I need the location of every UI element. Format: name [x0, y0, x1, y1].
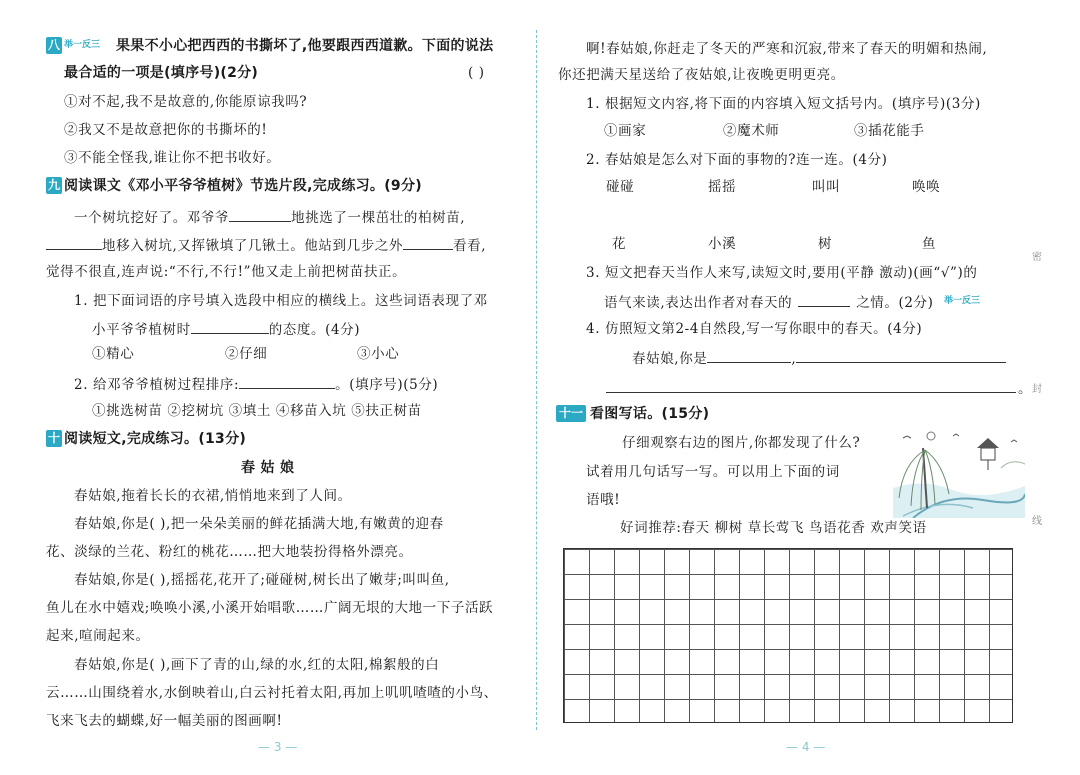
question-8-option-2: ②我又不是故意把你的书撕坏的!: [64, 122, 268, 138]
passage-line-2-b: 看看,: [453, 238, 487, 254]
blank-1[interactable]: [229, 207, 291, 222]
sub-1-option-2: ②魔术师: [723, 123, 780, 139]
match-bottom-3[interactable]: 树: [818, 236, 833, 252]
article-title: 春 姑 娘: [241, 460, 295, 476]
article-line-5: 鱼儿在水中嬉戏;唤唤小溪,小溪开始唱歌……广阔无垠的大地一下子活跃: [46, 600, 494, 616]
question-9-sub-2-b: 。(填序号)(5分): [335, 377, 439, 393]
question-8-title-line2: 最合适的一项是(填序号)(2分): [64, 65, 259, 81]
blank-order[interactable]: [239, 374, 335, 389]
question-11-title: 看图写话。(15分): [590, 406, 710, 422]
article-line-9: 飞来飞去的蝴蝶,好一幅美丽的图画啊!: [46, 713, 283, 729]
blank-2[interactable]: [46, 235, 102, 250]
question-9-sub-1-b: 小平爷爷植树时: [92, 322, 191, 338]
question-8-tag: 举一反三: [64, 40, 101, 50]
article-line-6: 起来,喧闹起来。: [46, 628, 150, 644]
match-bottom-2[interactable]: 小溪: [708, 236, 737, 252]
sub-4-period: 。: [1018, 381, 1033, 397]
article-line-1: 春姑娘,拖着长长的衣裙,悄悄地来到了人间。: [74, 488, 352, 504]
word-option-3: ③小心: [357, 346, 400, 362]
match-bottom-4[interactable]: 鱼: [922, 236, 937, 252]
question-9-sub-1-c: 的态度。(4分): [268, 322, 361, 338]
planting-steps: ①挑选树苗 ②挖树坑 ③填土 ④移苗入坑 ⑤扶正树苗: [92, 403, 422, 419]
match-top-1[interactable]: 碰碰: [606, 179, 635, 195]
question-10-sub-2: 2. 春姑娘是怎么对下面的事物的?连一连。(4分): [586, 152, 888, 168]
question-10-sub-3-line2: [604, 292, 934, 312]
seal-mark-1: 密: [1032, 252, 1042, 263]
match-top-2[interactable]: 摇摇: [708, 179, 737, 195]
seal-mark-3: 线: [1032, 516, 1042, 527]
question-11-badge: 十一: [556, 405, 586, 422]
article-continued-1: 啊!春姑娘,你赶走了冬天的严寒和沉寂,带来了春天的明媚和热闹,: [586, 41, 988, 57]
sub-1-option-3: ③插花能手: [854, 123, 925, 139]
article-line-4: 春姑娘,你是( ),摇摇花,花开了;碰碰树,树长出了嫩芽;叫叫鱼,: [74, 572, 450, 588]
passage-line-3: 觉得不很直,连声说:“不行,不行!”他又走上前把树苗扶正。: [46, 264, 407, 280]
question-9-sub-2-a: 2. 给邓爷爷植树过程排序:: [74, 377, 240, 393]
question-8-option-1: ①对不起,我不是故意的,你能原谅我吗?: [64, 94, 308, 110]
blank-sub4-a[interactable]: [707, 348, 791, 363]
question-9-title: 阅读课文《邓小平爷爷植树》节选片段,完成练习。(9分): [64, 178, 422, 194]
passage-line-1-b: 地挑选了一棵茁壮的柏树苗,: [291, 210, 466, 226]
question-9-sub-1: 1. 把下面词语的序号填入选段中相应的横线上。这些词语表现了邓: [74, 293, 488, 309]
question-8-option-3: ③不能全怪我,谁让你不把书收好。: [64, 150, 281, 166]
recommended-words: 好词推荐:春天 柳树 草长莺飞 鸟语花香 欢声笑语: [620, 520, 927, 536]
question-10-sub-1: 1. 根据短文内容,将下面的内容填入短文括号内。(填序号)(3分): [586, 96, 981, 112]
word-option-2: ②仔细: [225, 346, 268, 362]
left-page: [0, 0, 538, 775]
page-number-right: — 4 —: [786, 740, 826, 754]
article-line-3: 花、淡绿的兰花、粉红的桃花……把大地装扮得格外漂亮。: [46, 544, 413, 560]
question-8-title: 果果不小心把西西的书撕坏了,他要跟西西道歉。下面的说法: [116, 38, 494, 54]
spring-scene-illustration: [893, 428, 1025, 518]
article-line-7: 春姑娘,你是( ),画下了青的山,绿的水,红的太阳,棉絮般的白: [74, 657, 440, 673]
page-divider: [536, 30, 537, 730]
question-10-sub-4: 4. 仿照短文第2-4自然段,写一写你眼中的春天。(4分): [586, 321, 923, 337]
question-10-badge: 十: [47, 431, 60, 445]
sub-1-option-1: ①画家: [604, 123, 647, 139]
question-9-sub-2: [74, 374, 438, 394]
passage-line-1: [74, 207, 465, 227]
question-9-badge: 九: [47, 178, 60, 192]
match-top-4[interactable]: 唤唤: [912, 179, 941, 195]
article-line-2: 春姑娘,你是( ),把一朵朵美丽的鲜花插满大地,有嫩黄的迎春: [74, 516, 444, 532]
blank-sub4-b[interactable]: [796, 348, 1006, 363]
article-line-8: 云……山围绕着水,水倒映着山,白云衬托着太阳,再加上叽叽喳喳的小鸟、: [46, 685, 498, 701]
question-8-badge: 八: [47, 38, 60, 52]
question-11-line-3: 语哦!: [586, 492, 621, 508]
match-top-3[interactable]: 叫叫: [812, 179, 841, 195]
passage-line-2: [46, 235, 486, 255]
sub-3-tag: 举一反三: [944, 296, 981, 306]
passage-line-2-a: 地移入树坑,又挥锹填了几锹土。他站到几步之外: [102, 238, 403, 254]
seal-mark-2: 封: [1032, 384, 1042, 395]
blank-attitude[interactable]: [191, 319, 269, 334]
sub-4-line-2[interactable]: [606, 378, 1016, 393]
page-number-left: — 3 —: [258, 740, 298, 754]
article-continued-2: 你还把满天星送给了夜姑娘,让夜晚更明更亮。: [558, 67, 845, 83]
question-11-line-1: 仔细观察右边的图片,你都发现了什么?: [622, 435, 861, 451]
question-8-answer-paren[interactable]: ( ): [468, 65, 485, 81]
sub-3-b: 语气来读,表达出作者对春天的: [604, 295, 793, 311]
passage-line-1-a: 一个树坑挖好了。邓爷爷: [74, 210, 230, 226]
sub-4-line-1: 春姑娘,你是 ,: [632, 348, 1006, 368]
word-option-1: ①精心: [92, 346, 135, 362]
question-10-title: 阅读短文,完成练习。(13分): [64, 431, 247, 447]
match-bottom-1[interactable]: 花: [612, 236, 627, 252]
sub-4-prefix: 春姑娘,你是: [632, 351, 708, 367]
question-10-sub-3: 3. 短文把春天当作人来写,读短文时,要用(平静 激动)(画“√”)的: [586, 265, 978, 281]
writing-grid[interactable]: [563, 548, 1013, 723]
question-9-sub-1-line2: [92, 319, 360, 339]
blank-3[interactable]: [403, 235, 453, 250]
sub-3-c: 之情。(2分): [856, 295, 934, 311]
question-11-line-2: 试着用几句话写一写。可以用上下面的词: [586, 464, 840, 480]
blank-feeling[interactable]: [798, 292, 850, 307]
